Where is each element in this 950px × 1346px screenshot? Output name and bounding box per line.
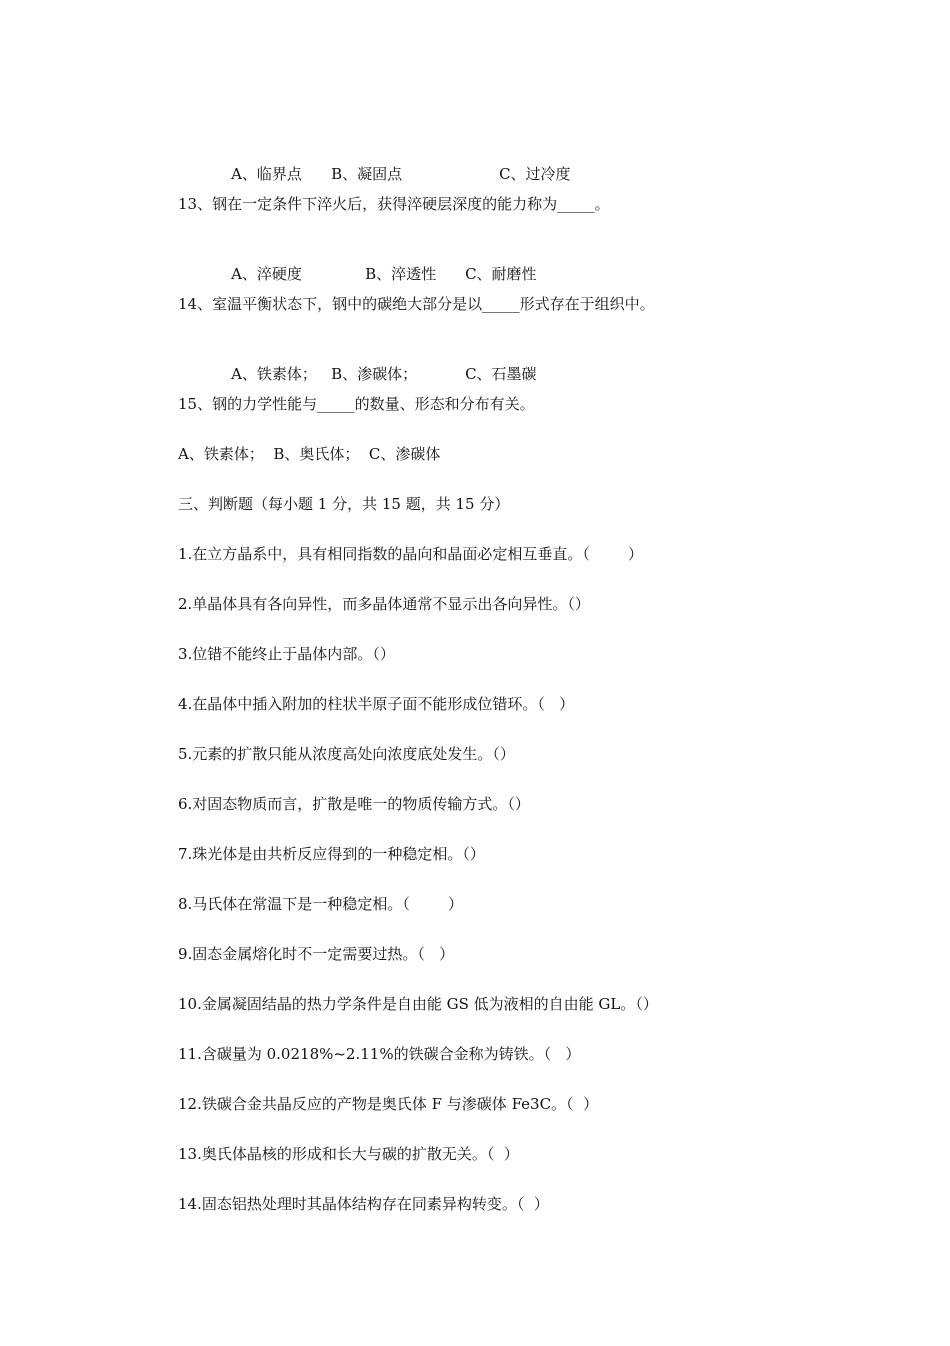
judge-item: 13.奥氏体晶核的形成和长大与碳的扩散无关。（ ） (178, 1145, 519, 1163)
q14-option-c: C、石墨碳 (465, 365, 537, 383)
q14-option-b: B、渗碳体； (331, 365, 418, 383)
judge-item: 11.含碳量为 0.0218%~2.11%的铁碳合金称为铸铁。（ ） (178, 1045, 581, 1063)
judge-item: 7.珠光体是由共析反应得到的一种稳定相。（） (178, 845, 485, 863)
judge-item: 4.在晶体中插入附加的柱状半原子面不能形成位错环。（ ） (178, 695, 575, 713)
q12-option-c: C、过冷度 (499, 165, 571, 183)
q13-option-a: A、淬硬度 (231, 265, 302, 283)
q13-option-c: C、耐磨性 (465, 265, 537, 283)
judge-item: 9.固态金属熔化时不一定需要过热。（ ） (178, 945, 455, 963)
q12-option-a: A、临界点 (231, 165, 302, 183)
judge-item: 5.元素的扩散只能从浓度高处向浓度底处发生。（） (178, 745, 515, 763)
judge-item: 6.对固态物质而言，扩散是唯一的物质传输方式。（） (178, 795, 530, 813)
judge-item: 12.铁碳合金共晶反应的产物是奥氏体 F 与渗碳体 Fe3C。（ ） (178, 1095, 599, 1113)
q12-option-b: B、凝固点 (331, 165, 403, 183)
section-heading: 三、判断题（每小题 1 分，共 15 题，共 15 分） (178, 495, 510, 513)
judge-item: 8.马氏体在常温下是一种稳定相。（ ） (178, 895, 463, 913)
judge-item: 1.在立方晶系中，具有相同指数的晶向和晶面必定相互垂直。（ ） (178, 545, 643, 563)
q14-stem: 14、室温平衡状态下，钢中的碳绝大部分是以_____形式存在于组织中。 (178, 295, 655, 313)
q13-stem: 13、钢在一定条件下淬火后，获得淬硬层深度的能力称为_____。 (178, 195, 610, 213)
judge-item: 2.单晶体具有各向异性，而多晶体通常不显示出各向异性。（） (178, 595, 590, 613)
q15-options: A、铁素体； B、奥氏体； C、渗碳体 (178, 445, 441, 463)
q13-option-b: B、淬透性 (365, 265, 437, 283)
judge-item: 10.金属凝固结晶的热力学条件是自由能 GS 低为液相的自由能 GL。（） (178, 995, 658, 1013)
judge-item: 3.位错不能终止于晶体内部。（） (178, 645, 395, 663)
q14-option-a: A、铁素体； (231, 365, 317, 383)
q15-stem: 15、钢的力学性能与_____的数量、形态和分布有关。 (178, 395, 535, 413)
judge-item: 14.固态铝热处理时其晶体结构存在同素异构转变。（ ） (178, 1195, 549, 1213)
